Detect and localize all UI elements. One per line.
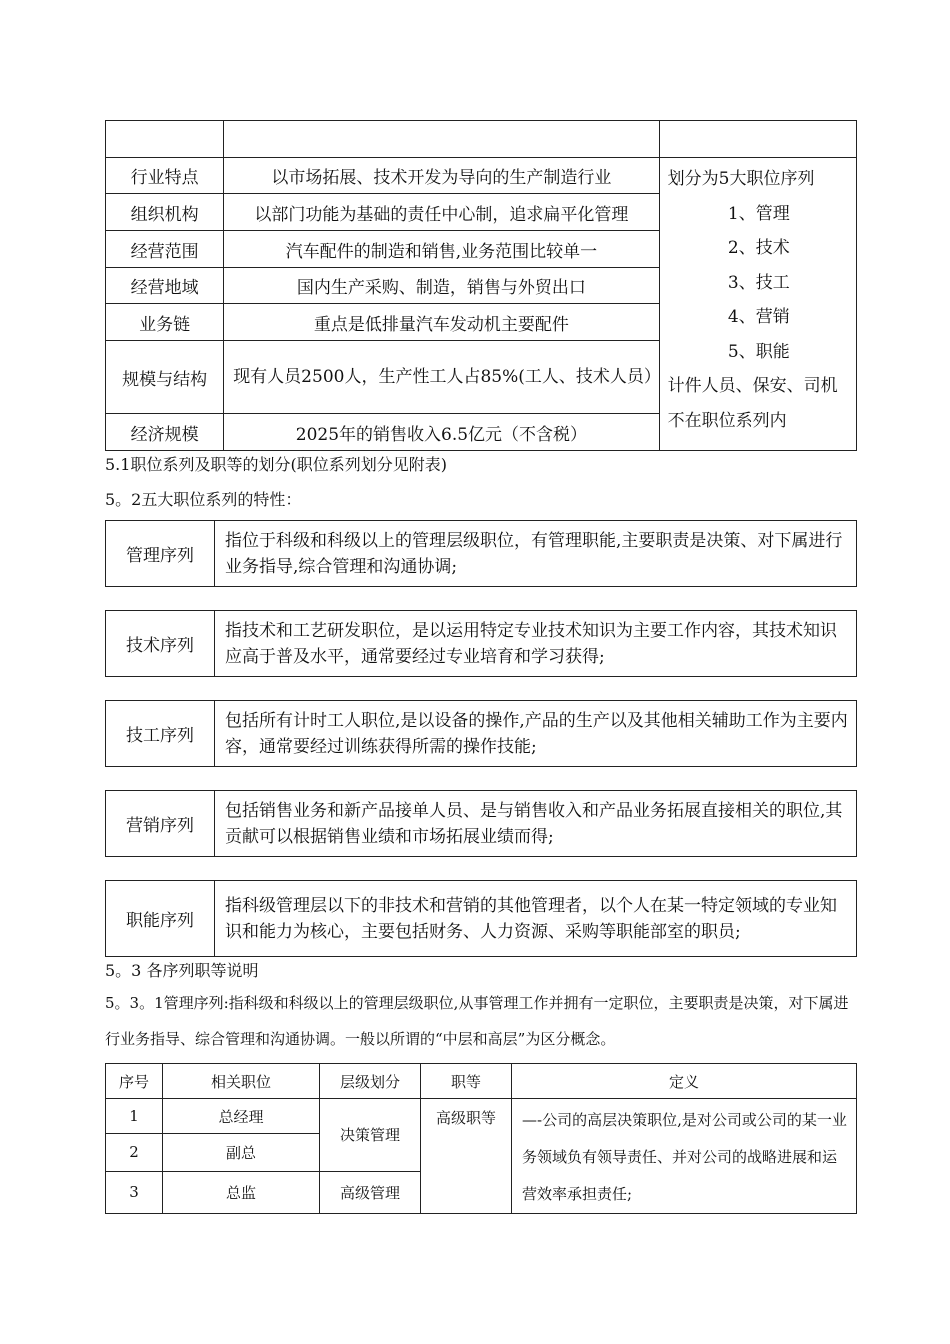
- row-number: 1: [106, 1099, 163, 1134]
- section-heading-5-1: 5.1职位系列及职等的划分(职位系列划分见附表): [105, 455, 447, 474]
- overview-row-label: 经营范围: [106, 231, 224, 268]
- series-exclusion-note: 计件人员、保安、司机不在职位系列内: [667, 376, 838, 431]
- series-item: 4、营销: [727, 307, 790, 327]
- series-division-title: 划分为5大职位序列: [667, 169, 815, 189]
- series-description: 指位于科级和科级以上的管理层级职位，有管理职能,主要职责是决策、对下属进行业务指导,综合管理和沟通协调;: [215, 521, 857, 587]
- series-description: 包括所有计时工人职位,是以设备的操作,产品的生产以及其他相关辅助工作为主要内容，通常要经过训练获得所需的操作技能;: [215, 701, 857, 767]
- overview-header-cell: [659, 121, 856, 158]
- row-number: 3: [106, 1171, 163, 1213]
- level-senior: 高级管理: [320, 1171, 421, 1213]
- series-description: 指科级管理层以下的非技术和营销的其他管理者，以个人在某一特定领域的专业知识和能力为核心，主要包括财务、人力资源、采购等职能部室的职员;: [215, 881, 857, 957]
- table-header-cell: 职等: [421, 1064, 512, 1099]
- level-decision: 决策管理: [320, 1099, 421, 1172]
- overview-row-label: 经济规模: [106, 414, 224, 451]
- overview-row-value: 重点是低排量汽车发动机主要配件: [224, 304, 659, 341]
- series-table-functional: [105, 880, 857, 957]
- table-header-cell: 定义: [512, 1064, 857, 1099]
- series-table-technical: [105, 610, 857, 677]
- overview-header-cell: [106, 121, 224, 158]
- overview-row-value: 2025年的销售收入6.5亿元（不含税）: [224, 414, 659, 451]
- series-label: 职能序列: [106, 881, 215, 957]
- section-heading-5-3: 5。3 各序列职等说明: [105, 961, 259, 980]
- grade-cell: 高级职等: [421, 1099, 512, 1214]
- row-position: 副总: [163, 1134, 320, 1171]
- section-heading-5-2: 5。2五大职位系列的特性：: [105, 490, 302, 509]
- overview-row-label: 业务链: [106, 304, 224, 341]
- overview-row-value: 汽车配件的制造和销售,业务范围比较单一: [224, 231, 659, 268]
- series-label: 技术序列: [106, 611, 215, 677]
- overview-row-value: 以市场拓展、技术开发为导向的生产制造行业: [224, 158, 659, 194]
- overview-row-label: 经营地域: [106, 268, 224, 304]
- series-table-skilled: [105, 700, 857, 767]
- series-table-management: [105, 520, 857, 587]
- overview-header-cell: [224, 121, 659, 158]
- management-grade-table: [105, 1063, 857, 1214]
- series-description: 指技术和工艺研发职位，是以运用特定专业技术知识为主要工作内容，其技术知识应高于普及水平，通常要经过专业培育和学习获得;: [215, 611, 857, 677]
- overview-row-value: 以部门功能为基础的责任中心制，追求扁平化管理: [224, 194, 659, 231]
- table-header-cell: 序号: [106, 1064, 163, 1099]
- row-position: 总经理: [163, 1099, 320, 1134]
- overview-row-label: 行业特点: [106, 158, 224, 194]
- series-description: 包括销售业务和新产品接单人员、是与销售收入和产品业务拓展直接相关的职位,其贡献可以根据销售业绩和市场拓展业绩而得;: [215, 791, 857, 857]
- overview-row-label: 规模与结构: [106, 341, 224, 414]
- series-table-marketing: [105, 790, 857, 857]
- table-header-cell: 层级划分: [320, 1064, 421, 1099]
- definition-cell: —-公司的高层决策职位,是对公司或公司的某一业务领域负有领导责任、并对公司的战略进展和运营效率承担责任;: [512, 1099, 857, 1214]
- series-label: 管理序列: [106, 521, 215, 587]
- row-number: 2: [106, 1134, 163, 1171]
- series-label: 技工序列: [106, 701, 215, 767]
- series-item: 2、技术: [727, 238, 790, 258]
- overview-row-value: 现有人员2500人，生产性工人占85%(工人、技术人员）: [224, 341, 659, 414]
- series-item: 3、技工: [727, 272, 790, 293]
- overview-row-value: 国内生产采购、制造，销售与外贸出口: [224, 268, 659, 304]
- section-paragraph-5-3-1: 5。3。1管理序列:指科级和科级以上的管理层级职位,从事管理工作并拥有一定职位，主要职责是决策，对下属进行业务指导、综合管理和沟通协调。一般以所谓的“中层和高层”为区分概念。: [105, 994, 849, 1048]
- series-label: 营销序列: [106, 791, 215, 857]
- row-position: 总监: [163, 1171, 320, 1213]
- overview-table: [105, 120, 857, 451]
- overview-row-label: 组织机构: [106, 194, 224, 231]
- series-item: 1、管理: [727, 203, 790, 224]
- series-item: 5、职能: [727, 341, 790, 362]
- series-division-note: [659, 158, 856, 451]
- table-header-cell: 相关职位: [163, 1064, 320, 1099]
